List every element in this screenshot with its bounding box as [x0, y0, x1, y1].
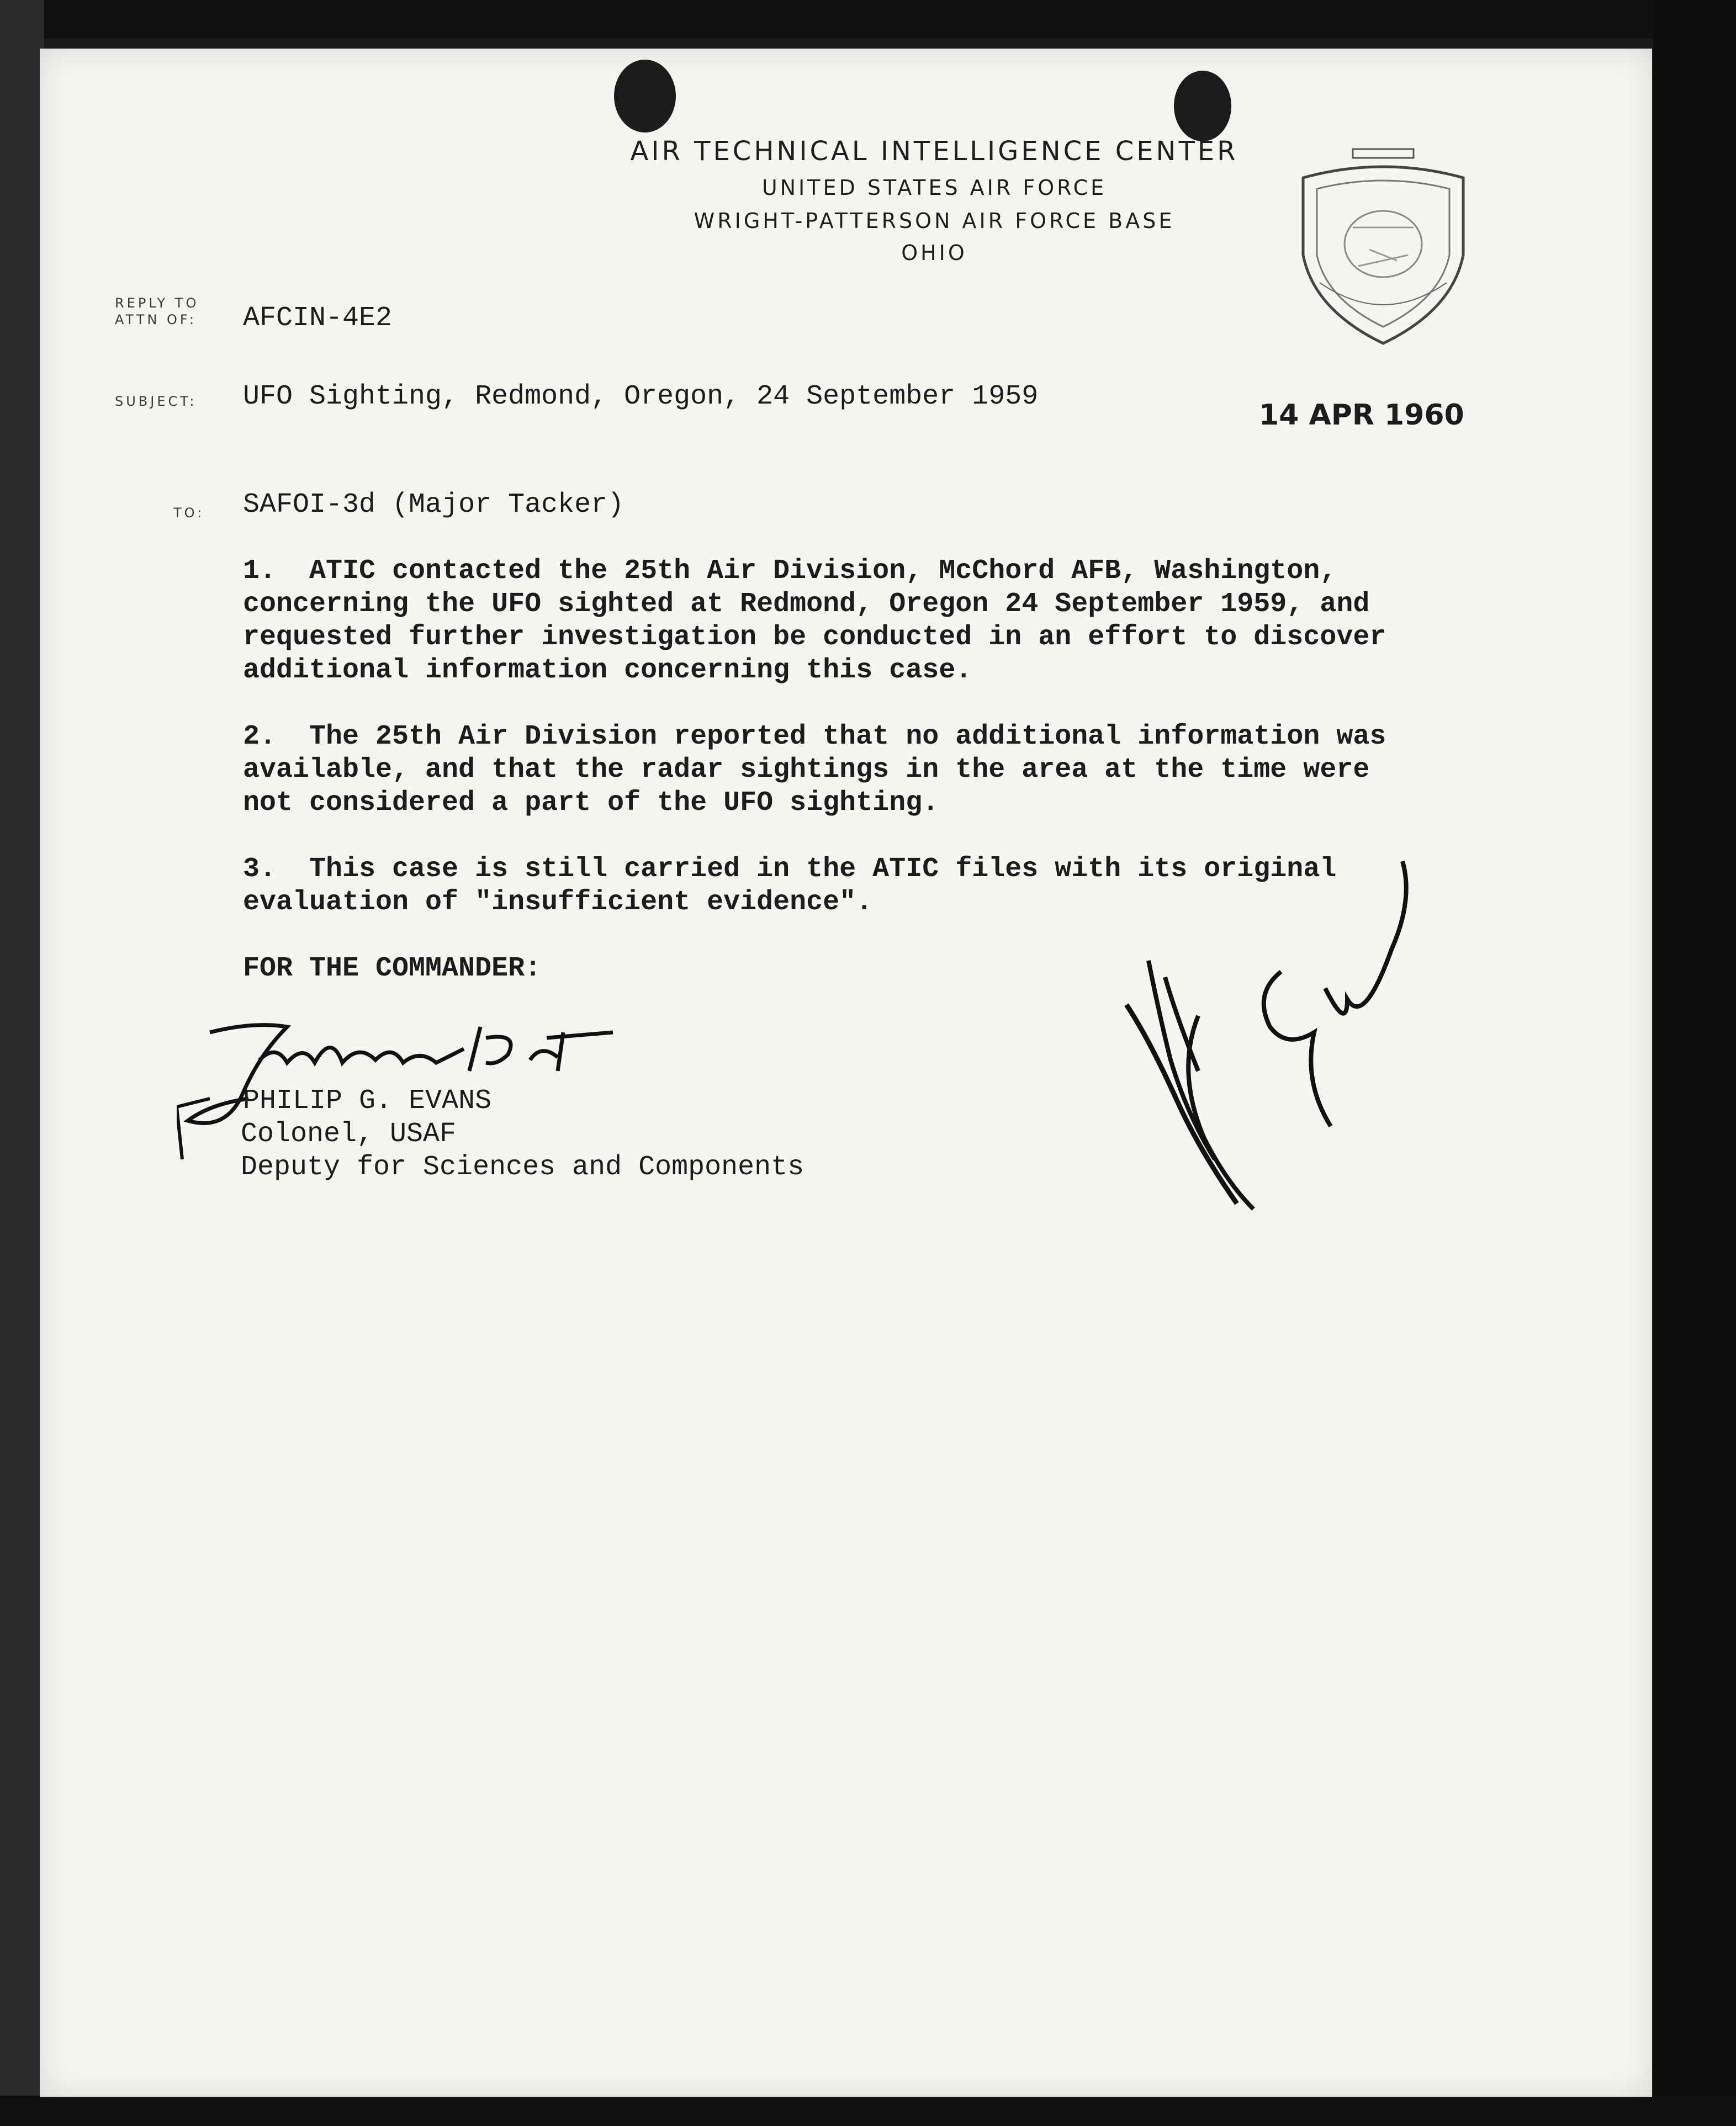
paragraph-2-line: not considered a part of the UFO sighting.: [243, 787, 939, 819]
punch-hole-right-icon: [1174, 71, 1231, 141]
scan-border-right: [1653, 0, 1736, 2126]
signer-title: Deputy for Sciences and Components: [241, 1152, 805, 1183]
scan-border-top: [0, 0, 1736, 39]
letterhead-service: UNITED STATES AIR FORCE: [761, 176, 1107, 200]
date-stamp: 14 APR 1960: [1259, 399, 1464, 432]
closing-line: FOR THE COMMANDER:: [243, 953, 542, 984]
letterhead-center-name: AIR TECHNICAL INTELLIGENCE CENTER: [630, 136, 1239, 167]
scan-border-bottom: [0, 2096, 1736, 2126]
punch-hole-left-icon: [614, 60, 676, 132]
reply-to-value: AFCIN-4E2: [243, 303, 393, 334]
paragraph-3-line: 3. This case is still carried in the ATIC files with its original: [243, 853, 1337, 885]
to-label: TO:: [173, 505, 205, 521]
subject-label: SUBJECT:: [115, 394, 197, 409]
paragraph-2-line: available, and that the radar sightings in the area at the time were: [243, 754, 1370, 786]
seal-icon: [1287, 145, 1480, 354]
paragraph-1-line: additional information concerning this case.: [243, 655, 972, 686]
letterhead-state: OHIO: [901, 241, 967, 265]
paragraph-3-line: evaluation of "insufficient evidence".: [243, 887, 873, 918]
paragraph-2-line: 2. The 25th Air Division reported that no additional information was: [243, 721, 1386, 752]
paragraph-1-line: 1. ATIC contacted the 25th Air Division, McChord AFB, Washington,: [243, 555, 1337, 587]
signer-rank: Colonel, USAF: [241, 1118, 457, 1150]
to-value: SAFOI-3d (Major Tacker): [243, 489, 624, 521]
subject-value: UFO Sighting, Redmond, Oregon, 24 September 1959: [243, 381, 1039, 412]
signer-name: PHILIP G. EVANS: [243, 1085, 492, 1117]
scan-border-left: [0, 0, 44, 2126]
paragraph-1-line: concerning the UFO sighted at Redmond, Oregon 24 September 1959, and: [243, 589, 1370, 620]
letterhead-base: WRIGHT-PATTERSON AIR FORCE BASE: [694, 209, 1175, 233]
handwritten-initials-icon: [1115, 850, 1425, 1226]
paragraph-1-line: requested further investigation be conducted in an effort to discover: [243, 622, 1386, 653]
reply-to-label: REPLY TO ATTN OF:: [115, 295, 199, 327]
